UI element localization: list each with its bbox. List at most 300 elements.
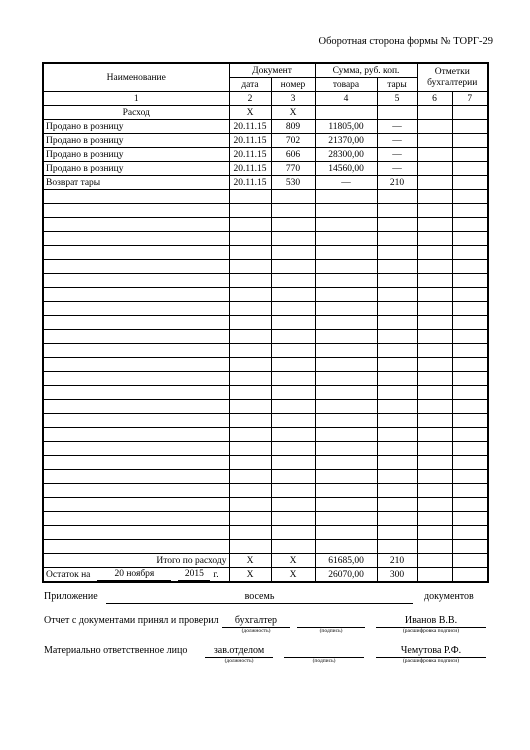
row-containers: — (377, 120, 417, 134)
empty-cell (417, 442, 452, 456)
empty-cell (452, 470, 488, 484)
col-header-marks: Отметки бухгалтерии (417, 63, 488, 92)
row-containers: 210 (377, 176, 417, 190)
empty-cell (271, 218, 315, 232)
col-header-sum: Сумма, руб. коп. (315, 63, 417, 78)
empty-cell (229, 358, 271, 372)
empty-cell (271, 400, 315, 414)
empty-cell (377, 442, 417, 456)
empty-cell (43, 358, 229, 372)
empty-row (43, 246, 488, 260)
empty-cell (229, 246, 271, 260)
total-row (43, 554, 488, 568)
row-name: Продано в розницу (43, 148, 229, 162)
row-mark-7 (452, 148, 488, 162)
empty-row (43, 218, 488, 232)
empty-cell (452, 414, 488, 428)
empty-row (43, 344, 488, 358)
caption-position: (должность) (241, 628, 271, 634)
empty-cell (315, 414, 377, 428)
row-number: 530 (271, 176, 315, 190)
empty-cell (43, 414, 229, 428)
empty-cell (377, 498, 417, 512)
empty-cell (377, 414, 417, 428)
empty-cell (271, 456, 315, 470)
empty-cell (377, 218, 417, 232)
empty-cell (377, 372, 417, 386)
empty-cell (43, 372, 229, 386)
row-date: 20.11.15 (229, 120, 271, 134)
empty-cell (417, 484, 452, 498)
empty-cell (271, 372, 315, 386)
empty-cell (43, 218, 229, 232)
empty-cell (377, 526, 417, 540)
row-mark-7 (452, 176, 488, 190)
empty-cell (417, 540, 452, 554)
empty-cell (271, 232, 315, 246)
empty-cell (315, 344, 377, 358)
empty-row (43, 316, 488, 330)
empty-cell (452, 190, 488, 204)
col-header-name: Наименование (43, 63, 229, 92)
empty-cell (229, 316, 271, 330)
empty-row (43, 442, 488, 456)
empty-row (43, 260, 488, 274)
empty-cell (315, 442, 377, 456)
mol-name: Чемутова Р.Ф. (376, 644, 486, 658)
total-date: X (229, 554, 271, 568)
row-mark-7 (452, 162, 488, 176)
col-num: 5 (377, 92, 417, 106)
empty-cell (229, 470, 271, 484)
col-header-goods: товара (315, 78, 377, 92)
empty-cell (417, 190, 452, 204)
empty-cell (229, 232, 271, 246)
empty-cell (229, 372, 271, 386)
empty-cell (43, 456, 229, 470)
empty-cell (43, 288, 229, 302)
row-date: 20.11.15 (229, 134, 271, 148)
empty-cell (271, 484, 315, 498)
row-containers: — (377, 148, 417, 162)
empty-cell (229, 400, 271, 414)
empty-cell (452, 540, 488, 554)
empty-cell (417, 400, 452, 414)
remainder-date: 20 ноября (97, 569, 171, 581)
empty-cell (452, 302, 488, 316)
empty-cell (43, 498, 229, 512)
empty-cell (229, 442, 271, 456)
caption-signature: (подпись) (319, 628, 343, 634)
empty-cell (452, 372, 488, 386)
empty-cell (452, 512, 488, 526)
empty-cell (43, 190, 229, 204)
empty-row (43, 512, 488, 526)
empty-cell (452, 204, 488, 218)
report-position: бухгалтер (222, 614, 290, 628)
empty-cell (417, 232, 452, 246)
empty-row (43, 470, 488, 484)
col-num: 4 (315, 92, 377, 106)
table-row (43, 162, 488, 176)
empty-cell (417, 428, 452, 442)
empty-cell (417, 358, 452, 372)
row-mark-7 (452, 134, 488, 148)
empty-row (43, 484, 488, 498)
empty-cell (43, 526, 229, 540)
empty-cell (417, 470, 452, 484)
col-header-containers: тары (377, 78, 417, 92)
row-date: 20.11.15 (229, 176, 271, 190)
empty-row (43, 400, 488, 414)
col-header-date: дата (229, 78, 271, 92)
empty-cell (315, 400, 377, 414)
empty-cell (452, 428, 488, 442)
remainder-label-cell (43, 568, 229, 583)
empty-cell (229, 484, 271, 498)
empty-cell (377, 456, 417, 470)
empty-cell (271, 414, 315, 428)
row-mark-6 (417, 162, 452, 176)
empty-cell (229, 526, 271, 540)
remainder-doc-number: X (271, 568, 315, 583)
empty-cell (315, 190, 377, 204)
empty-cell (452, 330, 488, 344)
row-mark-7 (452, 120, 488, 134)
empty-cell (452, 232, 488, 246)
expense-number: X (271, 106, 315, 120)
empty-cell (452, 260, 488, 274)
empty-cell (43, 302, 229, 316)
col-num: 7 (452, 92, 488, 106)
mol-position: зав.отделом (205, 644, 273, 658)
appendix-suffix: документов (424, 591, 474, 602)
empty-row (43, 372, 488, 386)
empty-cell (271, 302, 315, 316)
row-mark-6 (417, 134, 452, 148)
empty-cell (229, 456, 271, 470)
empty-cell (229, 428, 271, 442)
empty-cell (271, 540, 315, 554)
empty-cell (417, 260, 452, 274)
empty-row (43, 414, 488, 428)
empty-cell (377, 358, 417, 372)
report-label: Отчет с документами принял и проверил (44, 615, 219, 626)
empty-cell (417, 246, 452, 260)
col-header-document: Документ (229, 63, 315, 78)
empty-cell (452, 400, 488, 414)
empty-cell (271, 498, 315, 512)
empty-cell (229, 414, 271, 428)
empty-row (43, 456, 488, 470)
empty-cell (417, 386, 452, 400)
empty-cell (271, 204, 315, 218)
empty-cell (417, 456, 452, 470)
empty-cell (377, 484, 417, 498)
row-containers: — (377, 134, 417, 148)
table-row (43, 148, 488, 162)
empty-cell (377, 246, 417, 260)
column-numbers-row (43, 92, 488, 106)
row-goods: 28300,00 (315, 148, 377, 162)
table-row (43, 120, 488, 134)
empty-cell (271, 512, 315, 526)
row-date: 20.11.15 (229, 162, 271, 176)
empty-cell (452, 246, 488, 260)
total-goods: 61685,00 (315, 554, 377, 568)
row-number: 809 (271, 120, 315, 134)
empty-cell (452, 316, 488, 330)
row-number: 702 (271, 134, 315, 148)
empty-row (43, 302, 488, 316)
empty-cell (43, 316, 229, 330)
empty-cell (315, 456, 377, 470)
empty-cell (229, 498, 271, 512)
empty-cell (417, 218, 452, 232)
empty-cell (417, 316, 452, 330)
empty-cell (452, 498, 488, 512)
row-name: Продано в розницу (43, 120, 229, 134)
total-label: Итого по расходу (43, 554, 229, 568)
total-number: X (271, 554, 315, 568)
row-goods: 21370,00 (315, 134, 377, 148)
col-num: 6 (417, 92, 452, 106)
empty-cell (377, 204, 417, 218)
empty-cell (229, 274, 271, 288)
empty-cell (452, 484, 488, 498)
remainder-doc-date: X (229, 568, 271, 583)
empty-row (43, 274, 488, 288)
empty-cell (229, 190, 271, 204)
empty-cell (315, 526, 377, 540)
expense-date: X (229, 106, 271, 120)
empty-cell (315, 232, 377, 246)
empty-cell (315, 302, 377, 316)
col-num: 1 (43, 92, 229, 106)
empty-cell (315, 470, 377, 484)
col-num: 2 (229, 92, 271, 106)
row-mark-6 (417, 176, 452, 190)
row-name: Продано в розницу (43, 134, 229, 148)
empty-cell (315, 316, 377, 330)
col-num: 3 (271, 92, 315, 106)
empty-cell (377, 190, 417, 204)
empty-cell (271, 442, 315, 456)
empty-row (43, 526, 488, 540)
empty-cell (271, 246, 315, 260)
empty-cell (452, 218, 488, 232)
empty-row (43, 190, 488, 204)
empty-cell (315, 428, 377, 442)
empty-cell (43, 386, 229, 400)
empty-cell (229, 288, 271, 302)
empty-cell (377, 400, 417, 414)
empty-row (43, 330, 488, 344)
empty-cell (229, 330, 271, 344)
empty-cell (229, 218, 271, 232)
empty-cell (452, 442, 488, 456)
row-containers: — (377, 162, 417, 176)
empty-cell (229, 386, 271, 400)
empty-cell (377, 260, 417, 274)
empty-cell (43, 260, 229, 274)
caption-decoding: (расшифровка подписи) (402, 658, 460, 664)
empty-cell (43, 540, 229, 554)
empty-cell (377, 512, 417, 526)
empty-cell (315, 218, 377, 232)
empty-cell (315, 246, 377, 260)
empty-cell (43, 400, 229, 414)
table-row (43, 176, 488, 190)
expense-label: Расход (43, 106, 229, 120)
empty-cell (271, 274, 315, 288)
empty-cell (43, 442, 229, 456)
caption-decoding: (расшифровка подписи) (402, 628, 460, 634)
row-goods: 14560,00 (315, 162, 377, 176)
empty-cell (417, 512, 452, 526)
row-goods: — (315, 176, 377, 190)
empty-cell (229, 512, 271, 526)
mol-signature (284, 644, 364, 658)
report-signature (297, 614, 365, 628)
row-number: 606 (271, 148, 315, 162)
empty-cell (271, 344, 315, 358)
empty-cell (315, 358, 377, 372)
empty-cell (271, 260, 315, 274)
empty-cell (43, 512, 229, 526)
remainder-containers: 300 (377, 568, 417, 583)
report-name: Иванов В.В. (376, 614, 486, 628)
empty-cell (377, 274, 417, 288)
empty-cell (271, 316, 315, 330)
row-mark-6 (417, 148, 452, 162)
empty-row (43, 204, 488, 218)
empty-cell (43, 274, 229, 288)
table-row (43, 134, 488, 148)
remainder-year: 2015 (178, 569, 210, 581)
empty-cell (377, 470, 417, 484)
empty-cell (377, 330, 417, 344)
empty-cell (43, 428, 229, 442)
empty-cell (417, 344, 452, 358)
caption-signature: (подпись) (312, 658, 336, 664)
empty-cell (315, 330, 377, 344)
empty-cell (43, 204, 229, 218)
empty-cell (452, 456, 488, 470)
empty-cell (315, 274, 377, 288)
empty-row (43, 288, 488, 302)
empty-cell (271, 526, 315, 540)
empty-cell (417, 302, 452, 316)
row-date: 20.11.15 (229, 148, 271, 162)
empty-cell (417, 330, 452, 344)
empty-cell (417, 204, 452, 218)
row-number: 770 (271, 162, 315, 176)
empty-cell (315, 372, 377, 386)
mol-label: Материально ответственное лицо (44, 645, 188, 656)
empty-cell (377, 302, 417, 316)
form-title: Оборотная сторона формы № ТОРГ-29 (318, 36, 493, 47)
empty-row (43, 232, 488, 246)
row-goods: 11805,00 (315, 120, 377, 134)
empty-cell (417, 414, 452, 428)
empty-cell (417, 372, 452, 386)
empty-cell (229, 260, 271, 274)
empty-cell (377, 232, 417, 246)
caption-position: (должность) (224, 658, 254, 664)
empty-cell (452, 358, 488, 372)
empty-row (43, 540, 488, 554)
empty-cell (43, 344, 229, 358)
empty-row (43, 498, 488, 512)
empty-cell (452, 526, 488, 540)
empty-cell (315, 288, 377, 302)
appendix-label: Приложение (44, 591, 98, 602)
empty-cell (377, 288, 417, 302)
empty-cell (377, 386, 417, 400)
empty-cell (417, 274, 452, 288)
remainder-row (43, 568, 488, 583)
empty-cell (315, 204, 377, 218)
empty-cell (43, 246, 229, 260)
empty-cell (452, 386, 488, 400)
empty-cell (43, 484, 229, 498)
expense-row (43, 106, 488, 120)
empty-cell (271, 386, 315, 400)
remainder-label: Остаток на (46, 569, 91, 580)
empty-cell (417, 526, 452, 540)
empty-cell (271, 358, 315, 372)
remainder-goods: 26070,00 (315, 568, 377, 583)
empty-row (43, 428, 488, 442)
empty-cell (377, 344, 417, 358)
empty-cell (43, 330, 229, 344)
empty-cell (315, 512, 377, 526)
appendix-value: восемь (106, 590, 413, 604)
row-mark-6 (417, 120, 452, 134)
empty-cell (315, 260, 377, 274)
empty-cell (271, 330, 315, 344)
empty-cell (229, 344, 271, 358)
empty-cell (315, 540, 377, 554)
empty-cell (271, 288, 315, 302)
empty-cell (271, 190, 315, 204)
empty-cell (271, 428, 315, 442)
empty-cell (229, 204, 271, 218)
empty-cell (452, 274, 488, 288)
remainder-year-suffix: г. (213, 569, 219, 580)
empty-cell (315, 498, 377, 512)
ledger-table (42, 62, 489, 583)
col-header-number: номер (271, 78, 315, 92)
empty-cell (271, 470, 315, 484)
empty-cell (377, 428, 417, 442)
empty-cell (43, 232, 229, 246)
empty-cell (315, 386, 377, 400)
total-containers: 210 (377, 554, 417, 568)
empty-cell (452, 288, 488, 302)
empty-cell (229, 540, 271, 554)
row-name: Возврат тары (43, 176, 229, 190)
empty-cell (417, 288, 452, 302)
row-name: Продано в розницу (43, 162, 229, 176)
empty-cell (377, 316, 417, 330)
empty-cell (43, 470, 229, 484)
empty-row (43, 358, 488, 372)
empty-cell (315, 484, 377, 498)
empty-cell (229, 302, 271, 316)
empty-cell (377, 540, 417, 554)
